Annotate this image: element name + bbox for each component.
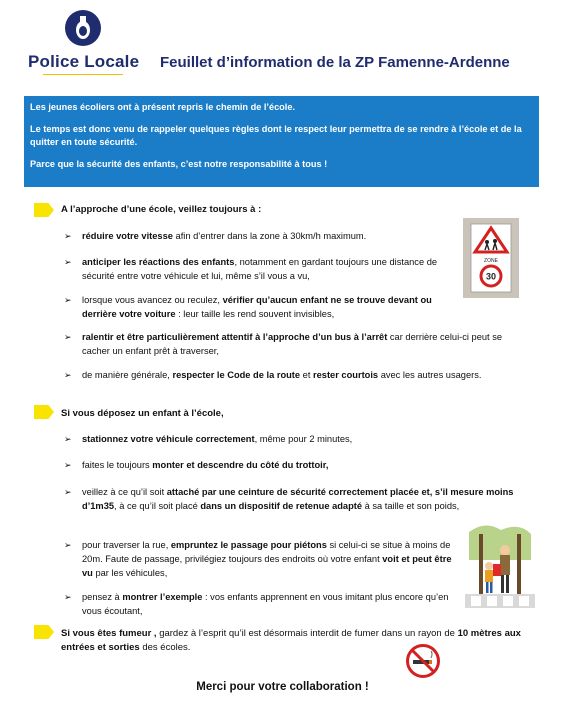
- yellow-marker-icon: [34, 203, 54, 217]
- list-item: ➢ stationnez votre véhicule correctement, même pour 2 minutes,: [64, 434, 353, 444]
- list-item: ➢ veillez à ce qu’il soit attaché par une ceinture de sécurité correctement placée et, s’il mesure moins d’1m35, à ce qu’il soit placé dans un dispositif de retenue adapté à sa taille et son poids,: [64, 487, 514, 511]
- list-item: ➢ faites le toujours monter et descendre du côté du trottoir,: [64, 460, 329, 470]
- yellow-marker-icon: [34, 405, 54, 419]
- svg-text:30: 30: [485, 271, 497, 282]
- school-zone-30-sign-icon: [463, 218, 519, 298]
- page-title: Feuillet d’information de la ZP Famenne-Ardenne: [160, 54, 510, 71]
- list-item: ➢ anticiper les réactions des enfants, notamment en gardant toujours une distance de sécurité entre votre véhicule et lui, même s’il vous a vu,: [64, 257, 438, 281]
- crossing-illustration-icon: [465, 520, 535, 608]
- intro-box: [24, 96, 539, 187]
- yellow-marker-icon: [34, 625, 54, 639]
- arrow-bullet-icon: ➢: [64, 540, 72, 550]
- arrow-bullet-icon: ➢: [64, 332, 72, 342]
- smoking-notice: Si vous êtes fumeur , gardez à l’esprit qu’il est désormais interdit de fumer dans un rayon de 10 mètres aux entrées et sorties des écoles.: [61, 628, 521, 653]
- svg-text:ZONE: ZONE: [484, 258, 498, 264]
- arrow-bullet-icon: ➢: [64, 257, 72, 267]
- section-title: Si vous déposez un enfant à l’école,: [61, 408, 224, 419]
- closing-message: Merci pour votre collaboration !: [196, 681, 369, 693]
- list-item: ➢ lorsque vous avancez ou reculez, vérifier qu’aucun enfant ne se trouve devant ou derrière votre voiture : leur taille les rend souvent invisibles,: [64, 295, 432, 319]
- list-item: ➢ pensez à montrer l’exemple : vos enfants apprennent en vous imitant plus encore qu’en vous écoutant,: [64, 592, 449, 616]
- police-logo: [28, 10, 138, 75]
- intro-paragraph: Le temps est donc venu de rappeler quelques règles dont le respect leur permettra de se rendre à l’école et de la quitter en toute sécurité.: [30, 124, 522, 147]
- intro-paragraph: Les jeunes écoliers ont à présent repris le chemin de l’école.: [30, 102, 296, 112]
- no-smoking-icon: [405, 643, 441, 679]
- arrow-bullet-icon: ➢: [64, 487, 72, 497]
- arrow-bullet-icon: ➢: [64, 460, 72, 470]
- list-item: ➢ réduire votre vitesse afin d’entrer dans la zone à 30km/h maximum.: [64, 231, 367, 241]
- list-item: ➢ ralentir et être particulièrement attentif à l’approche d’un bus à l’arrêt car derrière celui-ci peut se cacher un enfant prêt à traverser,: [64, 332, 503, 356]
- arrow-bullet-icon: ➢: [64, 231, 72, 241]
- list-item: ➢ de manière générale, respecter le Code de la route et rester courtois avec les autres usagers.: [64, 370, 482, 380]
- arrow-bullet-icon: ➢: [64, 592, 72, 602]
- logo-underline: [43, 74, 123, 75]
- arrow-bullet-icon: ➢: [64, 295, 72, 305]
- list-item: ➢ pour traverser la rue, empruntez le passage pour piétons si celui-ci se situe à moins de 20m. Faute de passage, privilégiez toujours des endroits où votre enfant voit et peut être vu par les véhicules,: [64, 540, 452, 578]
- arrow-bullet-icon: ➢: [64, 370, 72, 380]
- intro-paragraph: Parce que la sécurité des enfants, c’est notre responsabilité à tous !: [30, 159, 328, 169]
- police-crest-icon: [65, 10, 101, 46]
- arrow-bullet-icon: ➢: [64, 434, 72, 444]
- section-title: A l’approche d’une école, veillez toujours à :: [61, 204, 262, 215]
- logo-text: Police Locale: [28, 52, 140, 71]
